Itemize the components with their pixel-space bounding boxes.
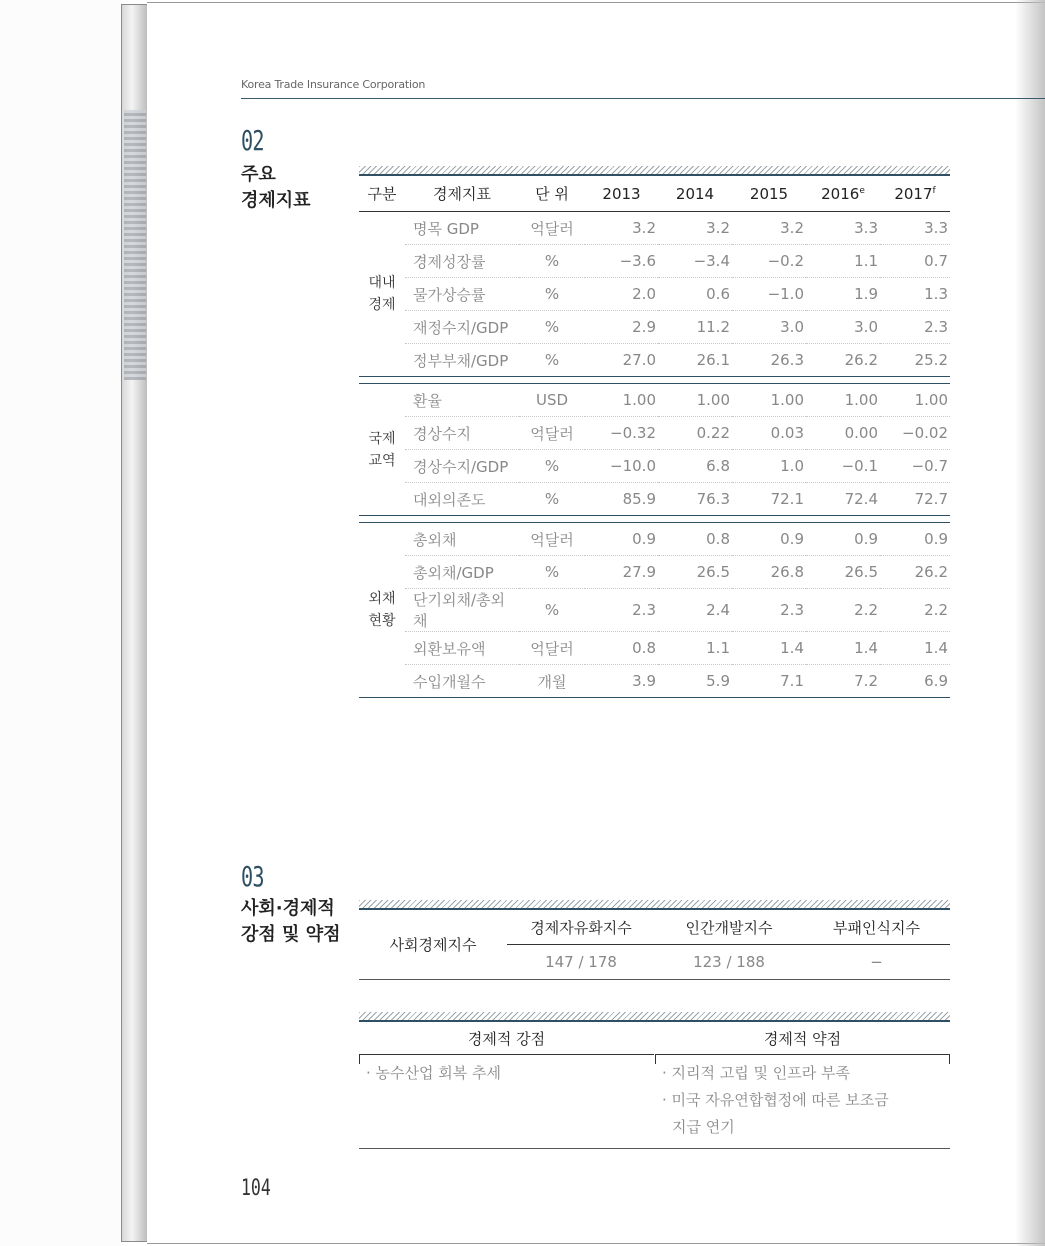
socioeconomic-index-table (359, 910, 950, 980)
value-cell: 85.9 (585, 483, 658, 516)
table-row (359, 556, 950, 589)
value-cell: 2.3 (732, 589, 806, 632)
value-cell: 26.5 (658, 556, 732, 589)
col-header-year: 2016 (821, 184, 860, 203)
value-cell: 0.9 (585, 523, 658, 556)
value-cell: −0.7 (880, 450, 950, 483)
value-cell: 0.8 (658, 523, 732, 556)
value-cell: 3.3 (806, 212, 880, 245)
value-cell: 2.4 (658, 589, 732, 632)
table-row (359, 483, 950, 516)
value-cell: 3.2 (732, 212, 806, 245)
group-label (359, 384, 405, 516)
sw-bottom-rule (359, 1148, 950, 1149)
section-title-line: 강점 및 약점 (241, 924, 341, 945)
running-header: Korea Trade Insurance Corporation (241, 78, 426, 91)
indicator-cell: 경상수지/GDP (405, 450, 519, 483)
value-cell: 3.2 (658, 212, 732, 245)
rule-tick (655, 1054, 656, 1064)
value-cell: −10.0 (585, 450, 658, 483)
col-header: 2015 (732, 176, 806, 212)
value-cell: 1.4 (880, 632, 950, 665)
table-row (359, 245, 950, 278)
indicator-cell: 총외채 (405, 523, 519, 556)
section-number: 03 (241, 860, 264, 893)
index-value: 123 / 188 (655, 945, 803, 980)
value-cell: −0.2 (732, 245, 806, 278)
unit-cell: 억달러 (519, 417, 585, 450)
table-row (359, 344, 950, 377)
table-row (359, 450, 950, 483)
section-title-line: 사회·경제적 (241, 898, 335, 919)
unit-cell: 개월 (519, 665, 585, 698)
unit-cell: 억달러 (519, 632, 585, 665)
col-header (806, 176, 880, 212)
value-cell: 1.1 (658, 632, 732, 665)
index-header-row (359, 910, 950, 945)
index-header: 경제자유화지수 (507, 910, 655, 945)
table-row (359, 665, 950, 698)
unit-cell: % (519, 245, 585, 278)
col-header-year: 2017 (894, 184, 933, 203)
value-cell: 2.3 (880, 311, 950, 344)
value-cell: 2.2 (806, 589, 880, 632)
value-cell: 0.9 (880, 523, 950, 556)
value-cell: 0.6 (658, 278, 732, 311)
value-cell: 2.9 (585, 311, 658, 344)
weakness-item: · 지리적 고립 및 인프라 부족 (662, 1064, 850, 1082)
value-cell: 3.2 (585, 212, 658, 245)
value-cell: −3.6 (585, 245, 658, 278)
page-edge-shadow (1015, 0, 1045, 1246)
economic-indicators-table (359, 176, 950, 698)
group-separator (359, 516, 950, 523)
value-cell: 72.7 (880, 483, 950, 516)
value-cell: 6.9 (880, 665, 950, 698)
value-cell: 25.2 (880, 344, 950, 377)
value-cell: 6.8 (658, 450, 732, 483)
value-cell: 1.00 (585, 384, 658, 417)
value-cell: 1.4 (806, 632, 880, 665)
col-header: 단 위 (519, 176, 585, 212)
value-cell: 1.0 (732, 450, 806, 483)
value-cell: 26.5 (806, 556, 880, 589)
value-cell: 7.1 (732, 665, 806, 698)
col-header (880, 176, 950, 212)
col-header: 경제지표 (405, 176, 519, 212)
value-cell: 11.2 (658, 311, 732, 344)
value-cell: 26.2 (880, 556, 950, 589)
unit-cell: % (519, 556, 585, 589)
section-title (241, 896, 340, 948)
value-cell: −0.32 (585, 417, 658, 450)
value-cell: 0.9 (732, 523, 806, 556)
rule-tick (359, 1054, 360, 1064)
value-cell: 2.2 (880, 589, 950, 632)
index-row-label: 사회경제지수 (359, 910, 507, 980)
value-cell: 1.00 (732, 384, 806, 417)
estimate-mark: e (859, 185, 865, 196)
value-cell: −3.4 (658, 245, 732, 278)
index-value: 147 / 178 (507, 945, 655, 980)
value-cell: 26.8 (732, 556, 806, 589)
value-cell: 27.0 (585, 344, 658, 377)
value-cell: 76.3 (658, 483, 732, 516)
value-cell: 26.3 (732, 344, 806, 377)
rule-tick (949, 1054, 950, 1064)
indicator-cell: 물가상승률 (405, 278, 519, 311)
group-label-line: 대내 (368, 275, 396, 291)
background-left (0, 0, 122, 1246)
indicator-cell: 재정수지/GDP (405, 311, 519, 344)
value-cell: 5.9 (658, 665, 732, 698)
group-label (359, 523, 405, 698)
indicator-cell: 수입개월수 (405, 665, 519, 698)
unit-cell: 억달러 (519, 212, 585, 245)
table-top-hatch (359, 166, 950, 176)
value-cell: 0.22 (658, 417, 732, 450)
unit-cell: % (519, 450, 585, 483)
value-cell: 27.9 (585, 556, 658, 589)
forecast-mark: f (932, 185, 936, 196)
value-cell: 2.3 (585, 589, 658, 632)
indicator-cell: 명목 GDP (405, 212, 519, 245)
value-cell: 3.9 (585, 665, 658, 698)
table-row (359, 384, 950, 417)
unit-cell: 억달러 (519, 523, 585, 556)
unit-cell: % (519, 278, 585, 311)
unit-cell: % (519, 589, 585, 632)
value-cell: 0.8 (585, 632, 658, 665)
section-title-line: 주요 (241, 164, 276, 185)
weaknesses-header: 경제적 약점 (763, 1030, 842, 1048)
group-label-line: 경제 (368, 297, 396, 313)
value-cell: 2.0 (585, 278, 658, 311)
indicator-cell: 정부부채/GDP (405, 344, 519, 377)
weakness-item: · 미국 자유연합협정에 따른 보조금 (662, 1091, 889, 1109)
group-label (359, 212, 405, 377)
value-cell: 3.0 (732, 311, 806, 344)
unit-cell: USD (519, 384, 585, 417)
value-cell: 1.00 (658, 384, 732, 417)
weaknesses-rule (656, 1054, 950, 1055)
col-header: 2013 (585, 176, 658, 212)
strengths-rule (359, 1054, 654, 1055)
indicator-cell: 환율 (405, 384, 519, 417)
indicator-cell: 대외의존도 (405, 483, 519, 516)
index-header: 인간개발지수 (655, 910, 803, 945)
value-cell: 72.4 (806, 483, 880, 516)
table-row (359, 311, 950, 344)
value-cell: −1.0 (732, 278, 806, 311)
value-cell: 1.3 (880, 278, 950, 311)
strengths-header: 경제적 강점 (467, 1030, 546, 1048)
table-row (359, 632, 950, 665)
strength-item: · 농수산업 회복 추세 (366, 1064, 501, 1082)
value-cell: 7.2 (806, 665, 880, 698)
value-cell: 3.3 (880, 212, 950, 245)
index-value: − (803, 945, 950, 980)
unit-cell: % (519, 483, 585, 516)
value-cell: 1.00 (806, 384, 880, 417)
value-cell: 72.1 (732, 483, 806, 516)
value-cell: 3.0 (806, 311, 880, 344)
index-table-hatch (359, 900, 950, 910)
index-header: 부패인식지수 (803, 910, 950, 945)
value-cell: 1.00 (880, 384, 950, 417)
table-header-row (359, 176, 950, 212)
value-cell: −0.1 (806, 450, 880, 483)
table-row (359, 212, 950, 245)
col-header: 구분 (359, 176, 405, 212)
unit-cell: % (519, 344, 585, 377)
value-cell: 26.1 (658, 344, 732, 377)
page-number: 104 (241, 1176, 271, 1201)
value-cell: 1.4 (732, 632, 806, 665)
table-row (359, 589, 950, 632)
header-rule (241, 98, 1045, 99)
spine-pattern (124, 110, 146, 380)
value-cell: 1.1 (806, 245, 880, 278)
table-row (359, 523, 950, 556)
group-label-line: 교역 (368, 452, 396, 469)
col-header: 2014 (658, 176, 732, 212)
value-cell: 0.03 (732, 417, 806, 450)
indicator-cell: 경제성장률 (405, 245, 519, 278)
sw-table-hatch (359, 1012, 950, 1022)
value-cell: 26.2 (806, 344, 880, 377)
section-number: 02 (241, 124, 264, 157)
unit-cell: % (519, 311, 585, 344)
indicator-cell: 경상수지 (405, 417, 519, 450)
group-label-line: 현황 (368, 613, 396, 629)
group-label-line: 외채 (368, 591, 396, 607)
separator-cell (359, 516, 950, 523)
value-cell: 1.9 (806, 278, 880, 311)
indicator-cell: 총외채/GDP (405, 556, 519, 589)
table-row (359, 278, 950, 311)
group-label-line: 국제 (368, 430, 396, 447)
weakness-item: 지급 연기 (672, 1118, 735, 1136)
value-cell: 0.00 (806, 417, 880, 450)
indicator-cell: 외환보유액 (405, 632, 519, 665)
group-separator (359, 377, 950, 384)
section-title (241, 162, 311, 214)
value-cell: 0.7 (880, 245, 950, 278)
table-row (359, 417, 950, 450)
value-cell: 0.9 (806, 523, 880, 556)
value-cell: −0.02 (880, 417, 950, 450)
section-title-line: 경제지표 (241, 190, 311, 211)
separator-cell (359, 377, 950, 384)
indicator-cell: 단기외채/총외채 (405, 589, 519, 632)
